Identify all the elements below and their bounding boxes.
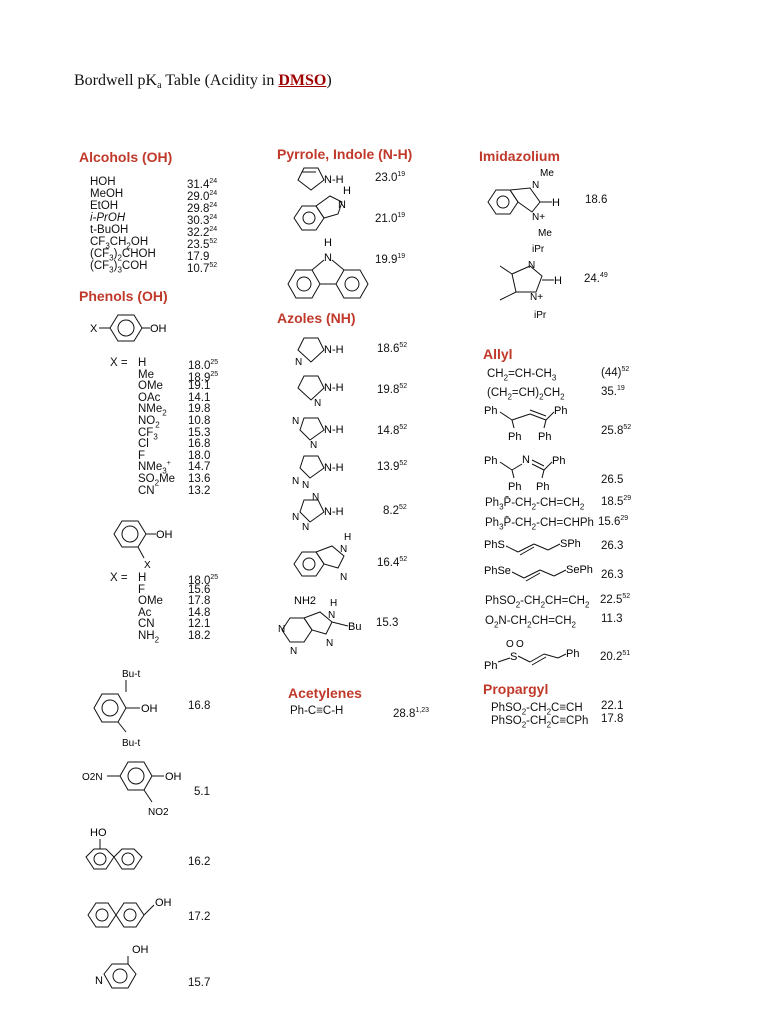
carbazole-value: 19.9$^{19}$ — [375, 253, 406, 266]
imidazolium-structure — [498, 240, 588, 322]
pyridinol-value: 15.7 — [188, 977, 211, 989]
substituent-label: $SO_2Me$ — [138, 473, 176, 488]
svg-text:N: N — [302, 522, 310, 532]
svg-text:Bu-t: Bu-t — [122, 738, 141, 748]
pyrrole-value: 23.0$^{19}$ — [375, 171, 406, 184]
svg-text:OH: OH — [150, 323, 167, 335]
svg-text:HO: HO — [90, 827, 107, 839]
svg-text:N: N — [292, 512, 300, 523]
svg-text:N: N — [324, 252, 332, 264]
substituent-label: H — [138, 357, 147, 369]
svg-text:H: H — [344, 532, 352, 543]
svg-text:Me: Me — [540, 168, 554, 179]
substituent-label: NMe$_3$+ — [138, 460, 171, 476]
page-title — [74, 72, 332, 91]
substituent-label: F — [138, 449, 146, 462]
pka-value: 18.2 — [188, 630, 211, 642]
title-subscript: a — [157, 80, 162, 91]
allyl-value-sulfone: 22.5$^{52}$ — [600, 593, 631, 606]
svg-text:Ph: Ph — [508, 431, 522, 443]
svg-text:N-H: N-H — [324, 344, 344, 356]
pka-value: 12.1 — [188, 618, 211, 631]
pka-value: 13.6 — [188, 473, 211, 485]
pka-value: 18.0$^{25}$ — [188, 574, 219, 587]
svg-text:Ph: Ph — [566, 648, 580, 660]
pka-value: 18.9$^{25}$ — [188, 370, 219, 384]
title-suffix: ) — [326, 72, 332, 89]
propargyl-header: Propargyl — [483, 681, 549, 697]
di-tbu-phenol-structure — [84, 666, 184, 748]
ortho-phenol-structure — [106, 518, 186, 568]
svg-text:N-H: N-H — [324, 174, 344, 186]
svg-text:N: N — [314, 398, 322, 408]
benzimidazole-structure — [292, 530, 372, 586]
svg-text:OH: OH — [132, 944, 149, 956]
allyl-header: Allyl — [483, 346, 513, 362]
pka-value: 13.2 — [188, 484, 211, 497]
svg-text:N-H: N-H — [324, 424, 344, 436]
svg-text:N: N — [340, 572, 348, 583]
substituent-label: H — [138, 572, 147, 584]
propargyl-value: 22.1 — [601, 700, 624, 712]
allyl-row-phosphonium-1: $Ph_3P̄-CH_2-CH=CH_2$ — [485, 497, 585, 512]
allyl-row-nitro: $O_2N-CH_2CH=CH_2$ — [485, 615, 576, 630]
svg-text:X: X — [144, 560, 151, 568]
svg-text:Ph: Ph — [552, 455, 566, 467]
propargyl-row: $PhSO_2-CH_2C\equiv CH$ — [491, 702, 583, 717]
tetrazole-value: $8.2^{52}$ — [383, 504, 407, 517]
purine-structure — [278, 592, 376, 658]
svg-text:H: H — [552, 197, 560, 209]
ortho-x-prefix: X = — [110, 572, 128, 584]
svg-text:N+: N+ — [532, 212, 546, 223]
svg-text:N: N — [528, 260, 536, 271]
svg-text:Ph: Ph — [536, 481, 550, 493]
allyl-row-sulfone: $PhSO_2-CH_2CH=CH_2$ — [485, 595, 590, 610]
pka-value: 17.8 — [188, 595, 211, 608]
substituent-label: NMe$_2$ — [138, 403, 167, 418]
indole-structure — [292, 184, 372, 242]
allyl-value-bis-phenylseleno: 26.3 — [601, 569, 624, 581]
substituent-label: Me — [138, 368, 154, 381]
svg-text:S: S — [510, 651, 518, 663]
allyl-value-azaallyl: 26.5 — [601, 474, 624, 486]
svg-text:Ph: Ph — [484, 455, 498, 467]
svg-text:N: N — [95, 975, 103, 987]
benzimidazolium-structure — [486, 166, 586, 242]
svg-text:H: H — [324, 237, 332, 249]
propargyl-row: $PhSO_2-CH_2C\equiv CPh$ — [491, 715, 589, 730]
pka-value: 15.6 — [188, 583, 211, 596]
svg-text:Me: Me — [538, 228, 552, 239]
svg-text:N-H: N-H — [324, 506, 344, 518]
pka-value: 18.0$^{25}$ — [188, 359, 219, 372]
substituent-label: OMe — [138, 595, 163, 608]
substituent-label: $NH_2$ — [138, 630, 160, 645]
svg-text:Ph: Ph — [508, 481, 522, 493]
dinitrophenol-structure — [82, 755, 202, 821]
svg-text:PhSe: PhSe — [484, 565, 511, 577]
benzimidazolium-value: 18.6 — [585, 194, 608, 206]
svg-text:N: N — [310, 440, 318, 450]
svg-text:Ph: Ph — [484, 405, 498, 417]
phenylsulfonyl-cinnamyl-structure — [482, 636, 598, 672]
svg-text:Bu-t: Bu-t — [122, 669, 141, 680]
svg-text:Ph: Ph — [554, 405, 568, 417]
pka-value: 10.8 — [188, 415, 211, 427]
alcohols-header: Alcohols (OH) — [79, 149, 173, 165]
substituent-label: $NO_2$ — [138, 415, 160, 430]
triazole-1-structure — [290, 410, 362, 450]
tetraphenylpropene-structure — [482, 400, 592, 444]
svg-text:SePh: SePh — [566, 564, 593, 576]
svg-text:iPr: iPr — [534, 310, 547, 321]
svg-text:OH: OH — [155, 897, 172, 909]
substituent-label: Ac — [138, 606, 152, 619]
dinitrophenol-value: 5.1 — [194, 786, 210, 798]
svg-text:N: N — [302, 480, 310, 490]
pka-value: 14.8 — [188, 606, 211, 619]
svg-text:OH: OH — [156, 529, 173, 541]
svg-text:Ph: Ph — [484, 660, 498, 672]
para-phenol-structure — [88, 308, 188, 348]
pyrrole-header: Pyrrole, Indole (N-H) — [277, 146, 413, 162]
substituent-label: OMe — [138, 380, 163, 393]
svg-text:X: X — [90, 323, 98, 335]
svg-text:NO2: NO2 — [148, 807, 169, 818]
pyridinol-structure — [92, 940, 172, 1002]
imidazole-value: 18.6$^{52}$ — [377, 342, 408, 355]
indole-value: 21.0$^{19}$ — [375, 212, 406, 225]
substituent-label: $CF_3$ — [138, 426, 158, 441]
benzimidazole-value: 16.4$^{52}$ — [377, 556, 408, 569]
svg-text:Ph: Ph — [538, 431, 552, 443]
svg-text:N: N — [328, 610, 336, 621]
svg-text:Bu: Bu — [348, 621, 362, 633]
svg-text:PhS: PhS — [484, 539, 505, 551]
allyl-value-phosphonium-2: 15.6$^{29}$ — [598, 515, 629, 528]
triazole-1-value: 14.8$^{52}$ — [377, 424, 408, 437]
svg-text:OH: OH — [165, 771, 182, 783]
allyl-value-propene: $(44)^{52}$ — [601, 366, 630, 379]
svg-text:N: N — [532, 180, 540, 191]
allyl-value-nitro: 11.3 — [601, 613, 623, 625]
allyl-value-phosphonium-1: 18.5$^{29}$ — [601, 495, 632, 508]
svg-text:NH2: NH2 — [294, 595, 317, 607]
allyl-value-pentadiene: 35.19 — [601, 385, 625, 398]
pka-value: 19.8 — [188, 403, 211, 416]
bis-phenylthio-propene-structure — [482, 534, 592, 560]
purine-value: 15.3 — [376, 617, 399, 629]
pka-value: 15.3 — [188, 426, 211, 439]
svg-text:N: N — [295, 357, 303, 368]
svg-text:N-H: N-H — [324, 462, 344, 474]
substituent-label: OAc — [138, 391, 161, 404]
naphthol-2-structure — [86, 893, 186, 939]
svg-text:OH: OH — [141, 703, 158, 715]
tetrazole-structure — [290, 490, 362, 532]
di-tbu-phenol-value: 16.8 — [188, 700, 211, 712]
bis-phenylseleno-propene-structure — [482, 560, 598, 586]
dmso-link[interactable]: DMSO — [278, 72, 327, 89]
svg-text:N: N — [278, 624, 286, 635]
propargyl-value: 17.8 — [601, 713, 624, 725]
pka-value: 14.1 — [188, 391, 211, 404]
svg-text:H: H — [554, 275, 562, 287]
svg-text:SPh: SPh — [560, 538, 581, 550]
azaallyl-structure — [482, 450, 592, 496]
svg-text:N: N — [292, 476, 300, 487]
allyl-row-phosphonium-2: $Ph_3P̄-CH_2-CH=CHPh$ — [485, 517, 594, 532]
para-x-prefix: X = — [110, 357, 128, 369]
naphthol-1-value: 16.2 — [188, 856, 211, 868]
svg-text:N: N — [290, 646, 298, 657]
substituent-label: Cl — [138, 438, 149, 451]
allyl-value-bis-phenylthio: 26.3 — [601, 540, 624, 552]
allyl-value-tetraphenylpropene: 25.8$^{52}$ — [601, 424, 632, 437]
svg-text:N+: N+ — [530, 292, 544, 303]
allyl-row-pentadiene: $(CH_2=CH)_2CH_2$ — [487, 387, 565, 402]
svg-text:N: N — [522, 454, 530, 466]
substituent-label: CN — [138, 484, 155, 497]
naphthol-1-structure — [82, 825, 162, 887]
pka-value: 16.8 — [188, 438, 211, 451]
svg-text:N: N — [340, 544, 348, 555]
svg-text:N: N — [326, 638, 334, 649]
svg-text:N: N — [312, 492, 320, 503]
imidazolium-value: 24.49 — [584, 272, 608, 285]
svg-text:iPr: iPr — [532, 244, 545, 255]
pyrazole-structure — [292, 372, 362, 408]
triazole-2-value: 13.9$^{52}$ — [377, 460, 408, 473]
triazole-2-structure — [290, 450, 362, 490]
pka-value: 19.1 — [188, 380, 211, 393]
pyrazole-value: 19.8$^{52}$ — [377, 383, 408, 396]
svg-text:O: O — [516, 639, 524, 650]
title-text-middle: Table (Acidity in — [161, 72, 279, 89]
acetylenes-header: Acetylenes — [288, 685, 362, 701]
imidazole-structure — [292, 334, 362, 368]
carbazole-structure — [284, 236, 384, 306]
svg-text:H: H — [343, 185, 351, 197]
substituent-label: F — [138, 583, 146, 596]
svg-text:H: H — [330, 598, 338, 609]
svg-text:N: N — [338, 199, 346, 211]
naphthol-2-value: 17.2 — [188, 911, 211, 923]
substituent-label: CN — [138, 618, 155, 631]
imidazolium-header: Imidazolium — [479, 148, 560, 164]
svg-text:N-H: N-H — [324, 382, 344, 394]
svg-text:N: N — [292, 416, 300, 427]
title-text: Bordwell pK — [74, 72, 158, 89]
svg-text:O2N: O2N — [82, 772, 103, 783]
allyl-value-sulfonyl-cinnamyl: 20.2$^{51}$ — [600, 650, 631, 663]
phenols-header: Phenols (OH) — [79, 288, 168, 304]
azoles-header: Azoles (NH) — [277, 310, 356, 326]
pka-value: 18.0 — [188, 449, 211, 462]
pka-value: 14.7 — [188, 461, 211, 474]
svg-text:O: O — [506, 639, 514, 650]
allyl-row-propene: $CH_2=CH-CH_3$ — [487, 368, 557, 383]
